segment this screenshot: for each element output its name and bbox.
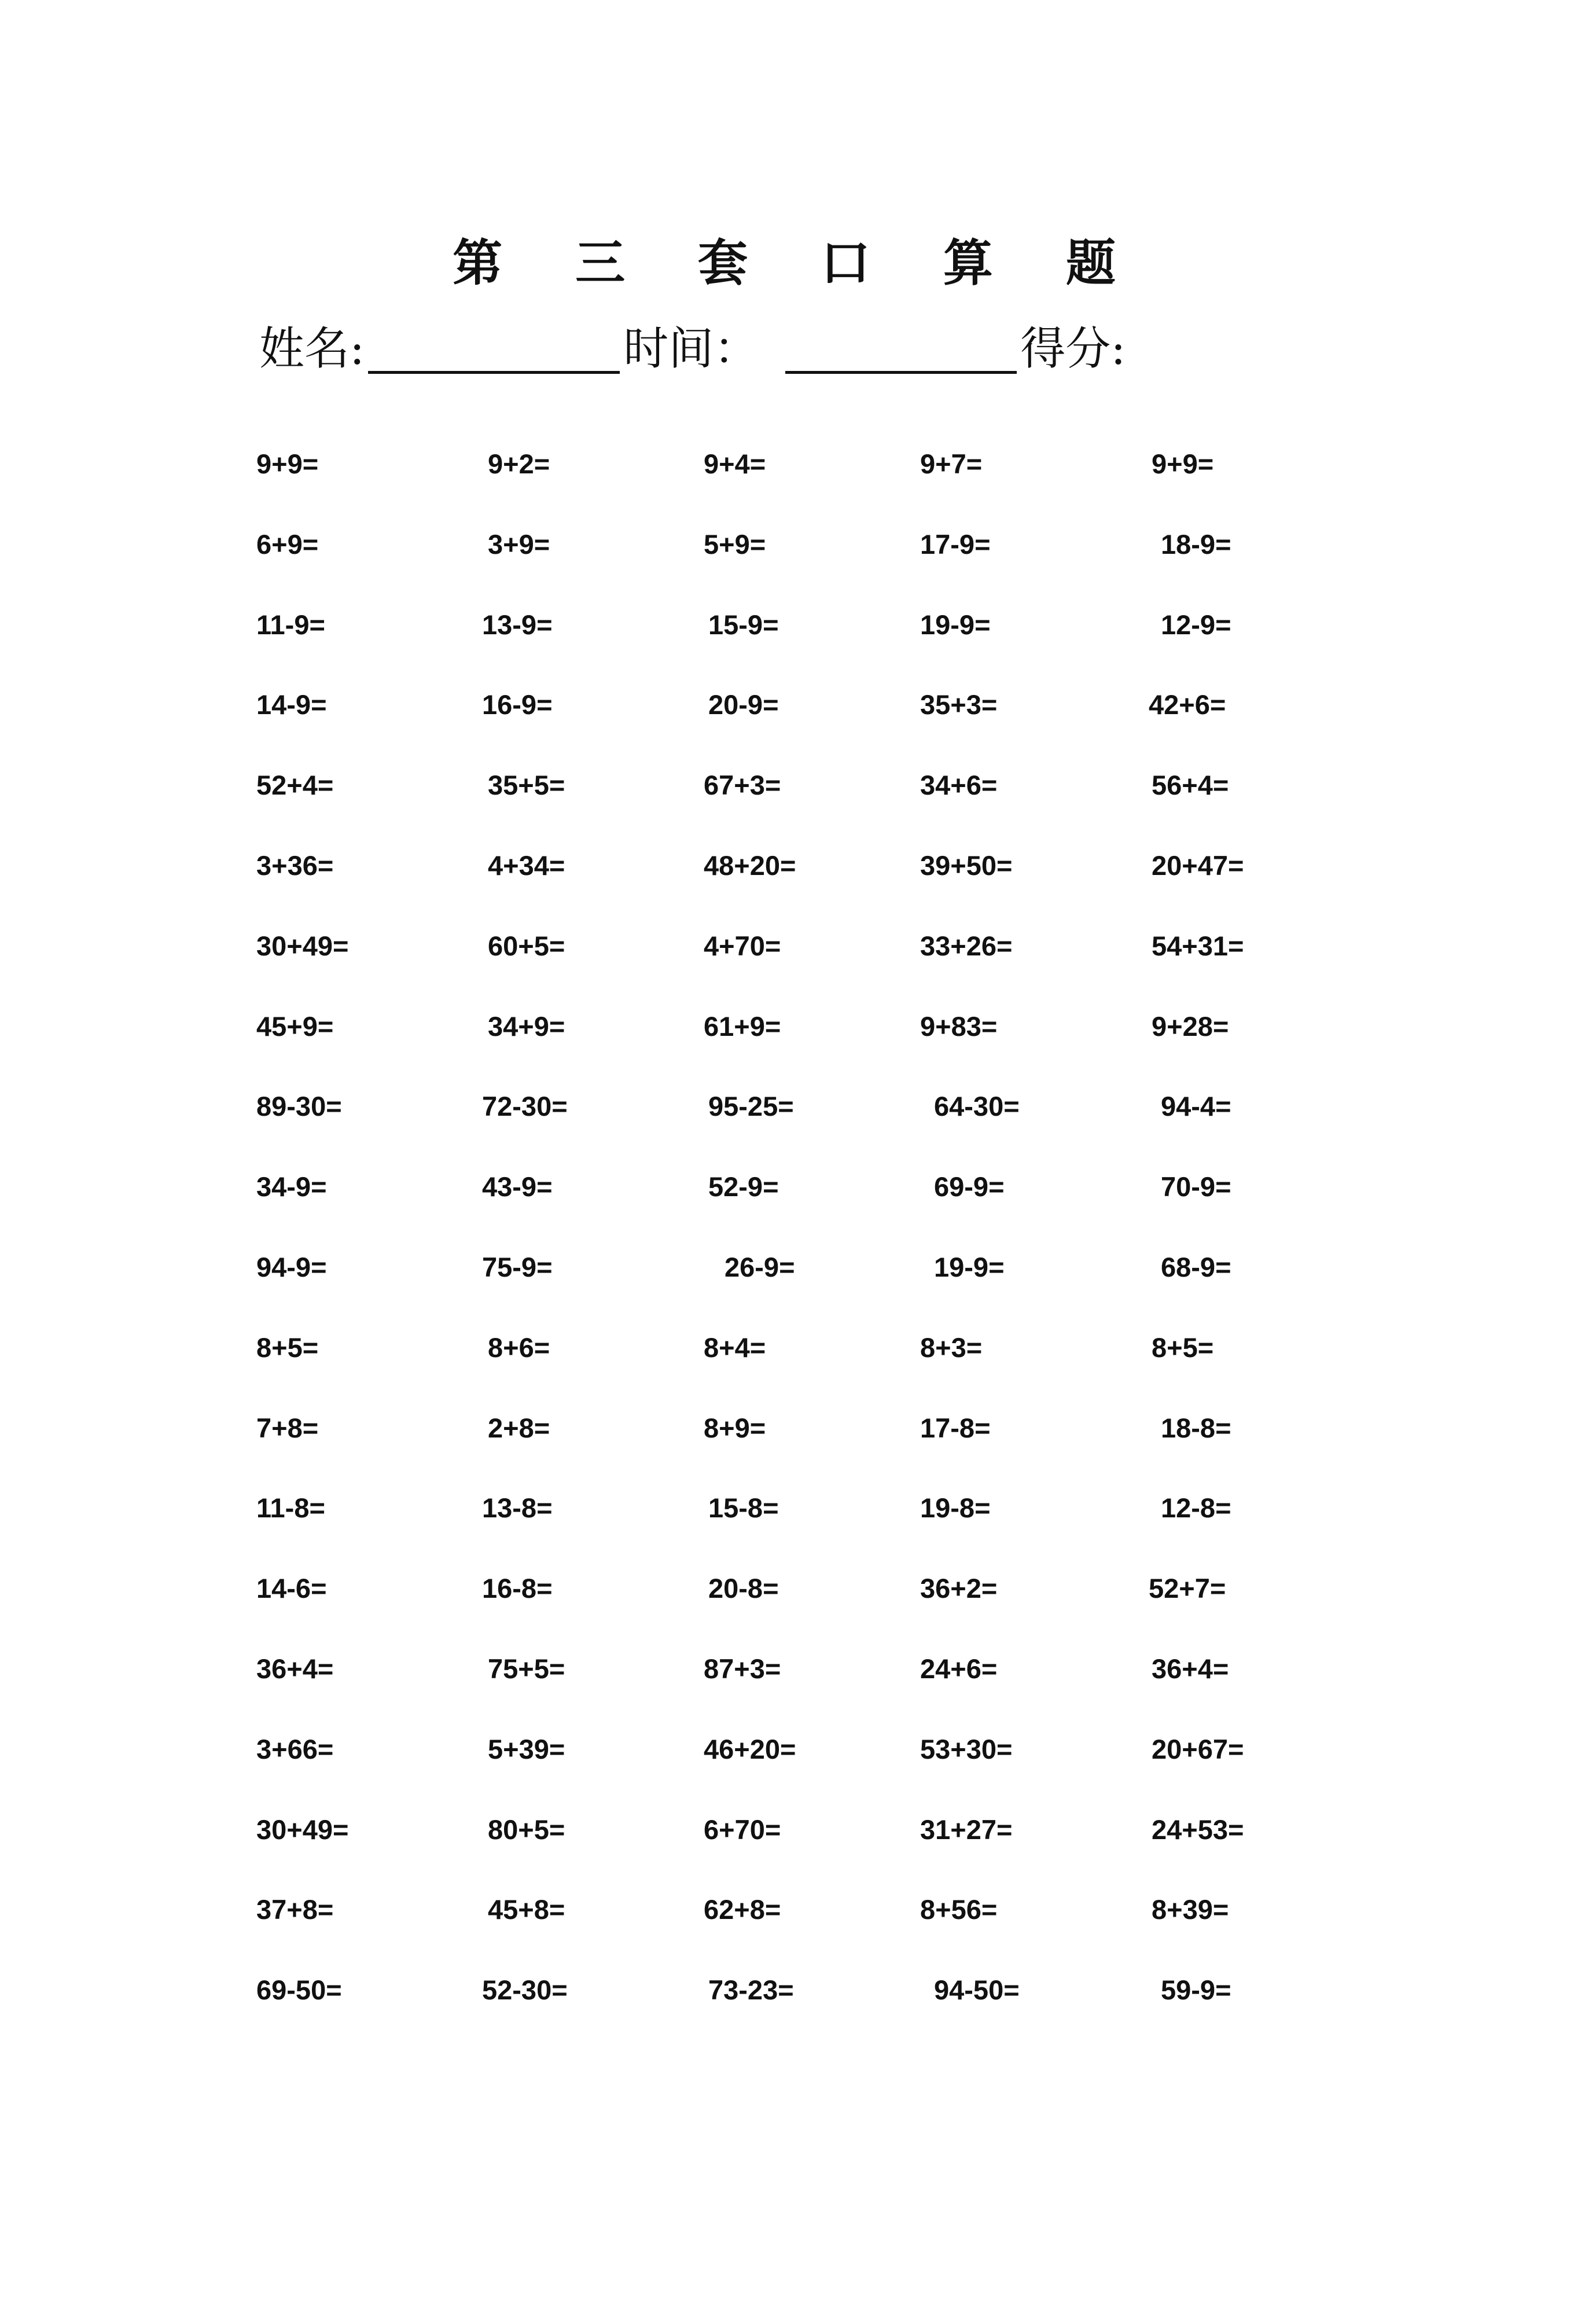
problem-item: 33+26=	[920, 931, 1013, 961]
problem-item: 9+28=	[1152, 1011, 1229, 1042]
problem-item: 34+6=	[920, 770, 998, 800]
problem-item: 75+5=	[488, 1653, 565, 1684]
problem-item: 17-8=	[920, 1413, 991, 1443]
problem-item: 69-9=	[934, 1171, 1005, 1202]
problem-item: 12-9=	[1161, 609, 1231, 640]
problem-item: 52-30=	[482, 1975, 568, 2005]
problem-item: 14-9=	[256, 689, 327, 720]
problem-item: 34+9=	[488, 1011, 565, 1042]
problem-item: 54+31=	[1152, 931, 1244, 961]
problem-item: 19-9=	[934, 1252, 1005, 1282]
problem-item: 59-9=	[1161, 1975, 1231, 2005]
problem-item: 48+20=	[704, 850, 796, 881]
problem-item: 11-8=	[256, 1492, 325, 1523]
problem-item: 68-9=	[1161, 1252, 1231, 1282]
problem-item: 45+9=	[256, 1011, 334, 1042]
problem-item: 16-9=	[482, 689, 553, 720]
problem-item: 52+7=	[1149, 1573, 1226, 1604]
problem-item: 9+9=	[1152, 448, 1214, 479]
time-label: 时间：	[623, 323, 759, 375]
problem-item: 8+39=	[1152, 1894, 1229, 1925]
problem-item: 8+6=	[488, 1332, 550, 1363]
problem-item: 8+56=	[920, 1894, 998, 1925]
problem-item: 70-9=	[1161, 1171, 1231, 1202]
problem-item: 8+9=	[704, 1413, 766, 1443]
problem-item: 11-9=	[256, 609, 325, 640]
problem-item: 12-8=	[1161, 1492, 1231, 1523]
problem-item: 80+5=	[488, 1814, 565, 1845]
problem-item: 4+70=	[704, 931, 781, 961]
problem-item: 72-30=	[482, 1091, 568, 1122]
problem-item: 87+3=	[704, 1653, 781, 1684]
problem-item: 67+3=	[704, 770, 781, 800]
problem-item: 19-8=	[920, 1492, 991, 1523]
problem-item: 52-9=	[708, 1171, 779, 1202]
problem-item: 7+8=	[256, 1413, 319, 1443]
problem-item: 15-9=	[708, 609, 779, 640]
problem-item: 14-6=	[256, 1573, 327, 1604]
problem-item: 20+47=	[1152, 850, 1244, 881]
problem-item: 9+7=	[920, 448, 983, 479]
problem-item: 19-9=	[920, 609, 991, 640]
problem-item: 18-8=	[1161, 1413, 1231, 1443]
problem-item: 9+4=	[704, 448, 766, 479]
problem-item: 35+5=	[488, 770, 565, 800]
problem-item: 69-50=	[256, 1975, 342, 2005]
problem-item: 24+53=	[1152, 1814, 1244, 1845]
problem-item: 31+27=	[920, 1814, 1013, 1845]
problem-item: 16-8=	[482, 1573, 553, 1604]
problem-item: 61+9=	[704, 1011, 781, 1042]
problem-item: 20-8=	[708, 1573, 779, 1604]
problem-item: 39+50=	[920, 850, 1013, 881]
problem-item: 6+70=	[704, 1814, 781, 1845]
problem-item: 9+9=	[256, 448, 319, 479]
problem-item: 94-50=	[934, 1975, 1020, 2005]
problem-item: 53+30=	[920, 1734, 1013, 1764]
problem-item: 6+9=	[256, 529, 319, 560]
problem-item: 24+6=	[920, 1653, 998, 1684]
problem-item: 75-9=	[482, 1252, 553, 1282]
problem-item: 60+5=	[488, 931, 565, 961]
problem-item: 95-25=	[708, 1091, 794, 1122]
problem-item: 5+9=	[704, 529, 766, 560]
problem-item: 9+83=	[920, 1011, 998, 1042]
problem-item: 17-9=	[920, 529, 991, 560]
problem-item: 34-9=	[256, 1171, 327, 1202]
problem-item: 89-30=	[256, 1091, 342, 1122]
problem-item: 3+9=	[488, 529, 550, 560]
problem-item: 36+2=	[920, 1573, 998, 1604]
problem-item: 8+5=	[256, 1332, 319, 1363]
problem-item: 8+5=	[1152, 1332, 1214, 1363]
problem-item: 36+4=	[256, 1653, 334, 1684]
problem-item: 42+6=	[1149, 689, 1226, 720]
problem-item: 56+4=	[1152, 770, 1229, 800]
problem-item: 13-9=	[482, 609, 553, 640]
problem-item: 45+8=	[488, 1894, 565, 1925]
problem-item: 4+34=	[488, 850, 565, 881]
problem-item: 30+49=	[256, 1814, 349, 1845]
problem-item: 15-8=	[708, 1492, 779, 1523]
problem-item: 5+39=	[488, 1734, 565, 1764]
problem-item: 43-9=	[482, 1171, 553, 1202]
problem-item: 3+36=	[256, 850, 334, 881]
problem-item: 3+66=	[256, 1734, 334, 1764]
problem-item: 35+3=	[920, 689, 998, 720]
problem-item: 94-4=	[1161, 1091, 1231, 1122]
problem-item: 2+8=	[488, 1413, 550, 1443]
problem-item: 62+8=	[704, 1894, 781, 1925]
problem-item: 26-9=	[725, 1252, 795, 1282]
problem-item: 20-9=	[708, 689, 779, 720]
problem-item: 36+4=	[1152, 1653, 1229, 1684]
problem-item: 8+3=	[920, 1332, 983, 1363]
problem-item: 8+4=	[704, 1332, 766, 1363]
problem-item: 9+2=	[488, 448, 550, 479]
name-label: 姓名:	[259, 323, 365, 375]
problem-item: 52+4=	[256, 770, 334, 800]
problem-item: 20+67=	[1152, 1734, 1244, 1764]
problem-item: 64-30=	[934, 1091, 1020, 1122]
score-label: 得分:	[1020, 323, 1126, 375]
problem-item: 30+49=	[256, 931, 349, 961]
problem-item: 46+20=	[704, 1734, 796, 1764]
problem-item: 94-9=	[256, 1252, 327, 1282]
problem-item: 37+8=	[256, 1894, 334, 1925]
problem-item: 73-23=	[708, 1975, 794, 2005]
problem-item: 13-8=	[482, 1492, 553, 1523]
worksheet-title: 第 三 套 口 算 题	[453, 234, 1143, 292]
problem-item: 18-9=	[1161, 529, 1231, 560]
